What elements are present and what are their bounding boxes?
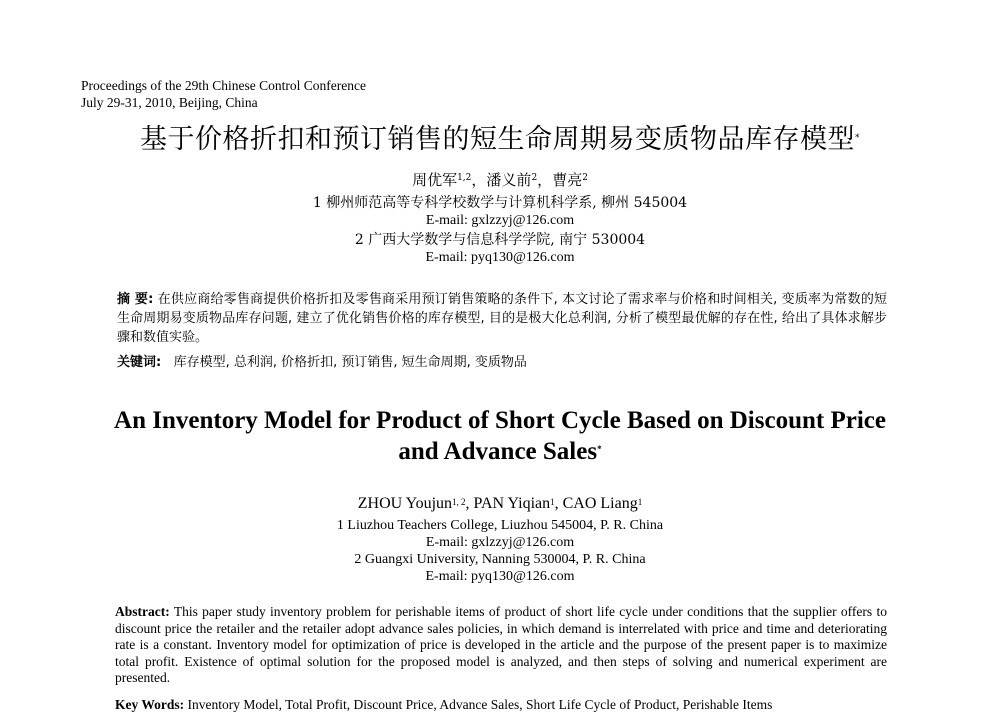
zh-keywords-text: 库存模型, 总利润, 价格折扣, 预订销售, 短生命周期, 变质物品: [173, 355, 527, 370]
zh-abstract-text: 在供应商给零售商提供价格折扣及零售商采用预订销售策略的条件下, 本文讨论了需求率与价格和时间相关, 变质率为常数的短生命周期易变质物品库存问题, 建立了优化销售价格的库存模型, 目的是极大化总利润, 分析了模型最优解的存在性, 给出了具体求解步骤和数值实验。: [117, 292, 888, 345]
conference-date-line: July 29-31, 2010, Beijing, China: [81, 95, 258, 110]
en-author-1: ZHOU Youjun: [357, 495, 453, 512]
en-keywords-text: Inventory Model, Total Profit, Discount Price, Advance Sales, Short Life Cycle of Product, Perishable Items: [187, 697, 773, 712]
english-abstract: [115, 604, 887, 687]
zh-author-1-sup: 1,2: [457, 173, 472, 183]
en-title-line-2: [0, 436, 1000, 467]
en-title-mark: *: [597, 444, 602, 454]
en-abstract-text: This paper study inventory problem for perishable items of product of short life cycle under conditions that the supplier offers to discount price the retailer and the retailer adopt advance sales policies, in which demand is interrelated with price and time and deteriorating rate is a constant. Inventory model for optimization of price is developed in the article and the purpose of the present paper is to maximize total profit. Existence of optimal solution for the proposed model is analyzed, and then steps of solving and numerical experiment are presented.: [115, 604, 887, 685]
zh-affiliation-1: 1 柳州师范高等专科学校数学与计算机科学系, 柳州 545004: [312, 195, 688, 211]
en-author-1-sup: 1, 2: [452, 497, 466, 507]
en-affiliation-2: 2 Guangxi University, Nanning 530004, P. R. China: [354, 552, 646, 567]
zh-author-3-sup: 2: [582, 173, 588, 183]
zh-keywords-label: 关键词:: [117, 355, 162, 370]
en-author-3-sup: 1: [637, 497, 643, 507]
zh-author-sep-2: ，: [537, 171, 553, 189]
en-affiliation-1: 1 Liuzhou Teachers College, Liuzhou 545004, P. R. China: [336, 518, 664, 533]
en-author-2-sup: 1: [550, 497, 555, 507]
en-title-line-1: An Inventory Model for Product of Short Cycle Based on Discount Price: [114, 407, 886, 434]
en-email-1: E-mail: gxlzzyj@126.com: [425, 535, 575, 550]
english-authors: [0, 494, 1000, 514]
zh-email-1: E-mail: gxlzzyj@126.com: [425, 213, 575, 228]
zh-author-sep-1: ，: [471, 171, 487, 189]
en-title-line-2-text: and Advance Sales: [398, 438, 598, 465]
en-abstract-label: Abstract:: [115, 604, 170, 619]
zh-affiliation-2: 2 广西大学数学与信息科学学院, 南宁 530004: [354, 232, 646, 248]
chinese-title: [0, 122, 1000, 158]
proceedings-line: Proceedings of the 29th Chinese Control Conference: [81, 78, 366, 93]
zh-author-2-sup: 2: [531, 173, 538, 183]
chinese-abstract: [117, 290, 887, 347]
english-keywords: [115, 696, 772, 713]
chinese-authors: [0, 170, 1000, 190]
chinese-keywords: [117, 353, 527, 372]
english-title: [0, 405, 1000, 467]
en-author-2: , PAN Yiqian: [465, 495, 551, 512]
chinese-title-mark: *: [855, 133, 860, 143]
en-email-2: E-mail: pyq130@126.com: [425, 569, 575, 584]
zh-abstract-label: 摘 要:: [117, 292, 154, 307]
chinese-title-text: 基于价格折扣和预订销售的短生命周期易变质物品库存模型: [140, 124, 855, 155]
zh-email-2: E-mail: pyq130@126.com: [425, 250, 575, 265]
zh-author-2: 潘义前: [486, 171, 532, 189]
zh-author-1: 周优军: [412, 171, 458, 189]
en-author-3: , CAO Liang: [554, 495, 638, 512]
en-keywords-label: Key Words:: [115, 697, 185, 712]
zh-author-3: 曹亮: [552, 171, 583, 189]
